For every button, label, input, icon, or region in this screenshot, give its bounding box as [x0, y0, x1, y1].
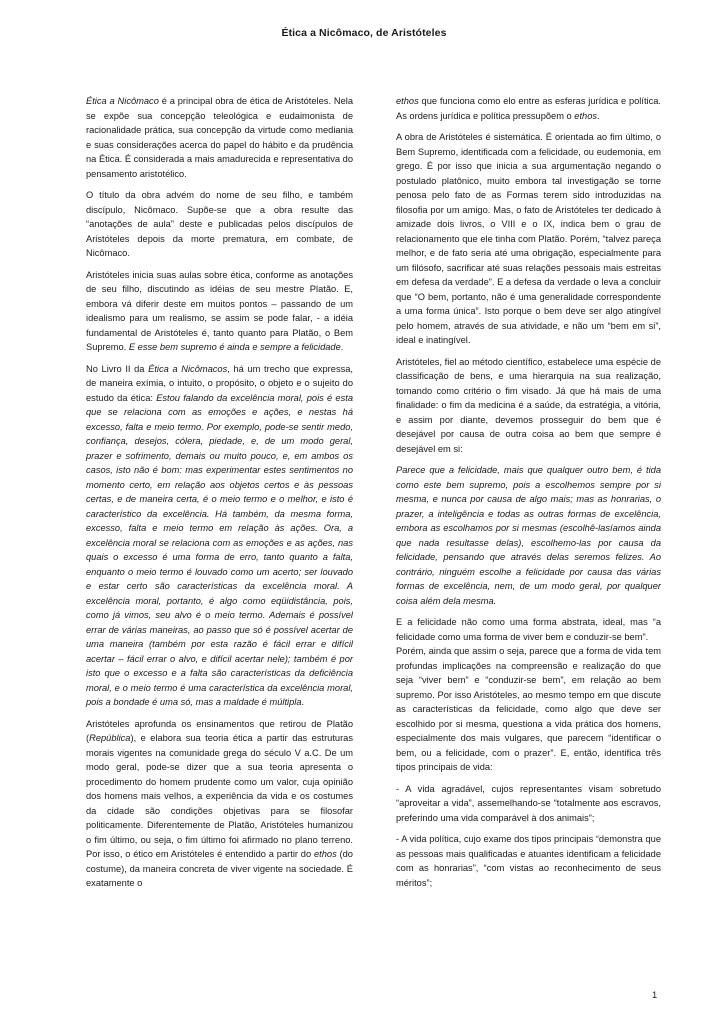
paragraph: A obra de Aristóteles é sistemática. É orientada ao fim último, o Bem Supremo, identificada com a felicidade, ou eudemonia, em grego. É por isso que inicia a sua argumentação negando o postulado platônico, muito embora tal investigação se torne penosa pelo fato de as Formas terem sido introduzidas na filosofia por um amigo. Mas, o fato de Aristóteles ter dedicado à amizade dois livros, o VIII e o IX, indica bem o grau de relacionamento que ele tinha com Platão. Porém, “talvez pareça melhor, e de fato seria até uma obrigação, especialmente para um filósofo, sacrificar até suas relações pessoais mais estreitas em defesa da verdade”. E a defesa da verdade o leva a concluir que “O bem, portanto, não é uma generalidade correspondente a uma forma única”. Isto porque o bem deve ser algo atingível pelo homem, através de sua atividade, e não um “bem em si”, ideal e inatingível.: [396, 132, 661, 345]
italic-quotation: Parece que a felicidade, mais que qualquer outro bem, é tida como este bem supremo, pois a escolhemos sempre por si mesma, e nunca por causa de algo mais; mas as honrarias, o prazer, a inteligência e todas as outras formas de excelência, embora as escolhamos por si mesmas (escolhê-lasíamos ainda que nada resultasse delas), escolhemo-las por causa da felicidade, pensando que através delas seremos felizes. Ao contrário, ninguém escolhe a felicidade por causa das várias formas de excelência, nem, de um modo geral, por qualquer coisa além dela mesma.: [396, 465, 661, 606]
paragraph-text: que funciona como elo entre as esferas jurídica e política. As ordens jurídica e política pressupõem o: [396, 96, 661, 121]
paragraph: Aristóteles, fiel ao método científico, estabelece uma espécie de classificação de bens, e uma hierarquia na sua realização, tomando como critério o fim visado. Já que há mais de uma finalidade: o fim da medicina é a saúde, da estratégia, a vitória, e assim por diante, devemos prosseguir do bem que é desejável por causa de outra coisa ao bem que sempre é desejável em si:: [396, 356, 661, 454]
paragraph-text: (do costume), da maneira concreta de viver vigente na sociedade. É exatamente o: [86, 849, 353, 888]
paragraph: [86, 268, 353, 355]
punctuation: .: [301, 697, 305, 707]
italic-term: ethos: [396, 96, 419, 106]
punctuation: .: [340, 342, 344, 352]
italic-sentence: E esse bem supremo é ainda e sempre a felicidade: [128, 342, 341, 352]
right-column: [396, 94, 661, 890]
paragraph-text: , há um trecho que expressa, de maneira exímia, o intuito, o propósito, o objeto e o sujeito do estudo da ética:: [86, 363, 353, 403]
paragraph: - A vida política, cujo exame dos tipos principais “demonstra que as pessoas mais qualificadas e atuantes identificam a felicidade com as honrarias”, “com vistas ao reconhecimento de seus méritos”;: [396, 834, 661, 888]
italic-term: ethos: [313, 849, 337, 859]
left-column: [86, 94, 353, 891]
paragraph: [396, 463, 661, 608]
paragraph: Porém, ainda que assim o seja, parece que a forma de vida tem profundas implicações na compreensão e realização do que seja “viver bem” e “conduzir-se bem”, em relação ao bem supremo. Por isso Aristóteles, ao mesmo tempo em que discute as características da felicidade, como algo que deve ser escolhido por si mesma, questiona a vida prática dos homens, especialmente dos mais vulgares, que parecem “identificar o bem, ou a felicidade, com o prazer”. E, então, identifica três tipos principais de vida:: [396, 646, 661, 772]
paragraph-text: Aristóteles aprofunda os ensinamentos que retirou de Platão (: [86, 718, 353, 743]
italic-quotation: Estou falando da excelência moral, pois é esta que se relaciona com as emoções e ações, e nestas há excesso, falta e meio termo. Por exemplo, pode-se sentir medo, confiança, desejos, cólera, piedade, e, de um modo geral, prazer e sofrimento, demais ou muito pouco, e, em ambos os casos, isto não é bom: mas experimentar estes sentimentos no momento certo, em relação aos objetos certos e às pessoas certas, e de maneira certa, é o meio termo e o melhor, e isto é característico da excelência. Há também, da mesma forma, excesso, falta e meio termo em relação às ações. Ora, a excelência moral se relaciona com as emoções e as ações, nas quais o excesso é uma forma de erro, tanto quanto a falta, enquanto o meio termo é louvado como um acerto; ser louvado e estar certo são características da excelência moral. A excelência moral, portanto, é algo como eqüidistância, pois, como já vimos, seu alvo é o meio termo. Ademais é possível errar de várias maneiras, ao passo que só é possível acertar de uma maneira (também por esta razão é fácil errar e difícil acertar – fácil errar o alvo, e difícil acertar nele); também é por isto que o excesso e a falta são características da deficiência moral, e o meio termo é uma característica da excelência moral, pois a bondade é uma só, mas a maldade é múltipla: [86, 392, 353, 707]
italic-title: República: [89, 733, 131, 743]
italic-term: ethos: [574, 110, 598, 121]
paragraph: E a felicidade não como uma forma abstrata, ideal, mas “a felicidade como uma forma de viver bem e conduzir-se bem”.: [396, 617, 661, 642]
paragraph: [396, 94, 661, 123]
paragraph: [86, 362, 353, 710]
paragraph-text: ), e elabora sua teoria ética a partir das estruturas morais vigentes na comunidade grega do século V a.C. De um modo geral, pode-se dizer que a sua teoria apresenta o procedimento do homem prudente como um valor, cuja opinião dos homens mais velhos, a experiência da vida e os costumes da cidade são condições objetivas para se filosofar politicamente. Diferentemente de Platão, Aristóteles humanizou o fim último, ou seja, o fim último foi afirmado no plano terreno. Por isso, o ético em Aristóteles é entendido a partir do: [86, 733, 353, 859]
paragraph: O título da obra advém do nome de seu filho, e também discípulo, Nicômaco. Supõe-se que a obra resulte das “anotações de aula” deste e publicadas pelos discípulos de Aristóteles depois da morte prematura, em combate, de Nicômaco.: [86, 190, 353, 258]
paragraph: - A vida agradável, cujos representantes visam sobretudo “aproveitar a vida”, assemelhando-se “totalmente aos escravos, preferindo uma vida comparável à dos animais”;: [396, 783, 661, 823]
paragraph-text: No Livro II da: [86, 363, 149, 374]
paragraph-text: é a principal obra de ética de Aristóteles. Nela se expõe sua concepção teleológica e eudaimonista de racionalidade prática, sua concepção da virtude como mediania e suas considerações acerca do papel do hábito e da prudência na Ética. É considerada a mais amadurecida e representativa do pensamento aristotélico.: [86, 96, 353, 179]
page-number: 1: [652, 990, 658, 1000]
italic-title: Ética a Nicômacos: [148, 363, 228, 374]
punctuation: .: [597, 110, 600, 121]
document-title: Ética a Nicômaco, de Aristóteles: [281, 27, 447, 39]
paragraph-text: Aristóteles inicia suas aulas sobre ética, conforme as anotações de seu filho, discutindo as idéias de seu mestre Platão. E, embora vá diferir deste em muitos pontos – passando de um idealismo para um realismo, se assim se pode falar, - a idéia fundamental de Aristóteles é, tanto quanto para Platão, o Bem Supremo.: [86, 269, 353, 352]
paragraph: [86, 94, 353, 181]
paragraph: [86, 717, 353, 891]
italic-title: Ética a Nicômaco: [86, 96, 159, 106]
